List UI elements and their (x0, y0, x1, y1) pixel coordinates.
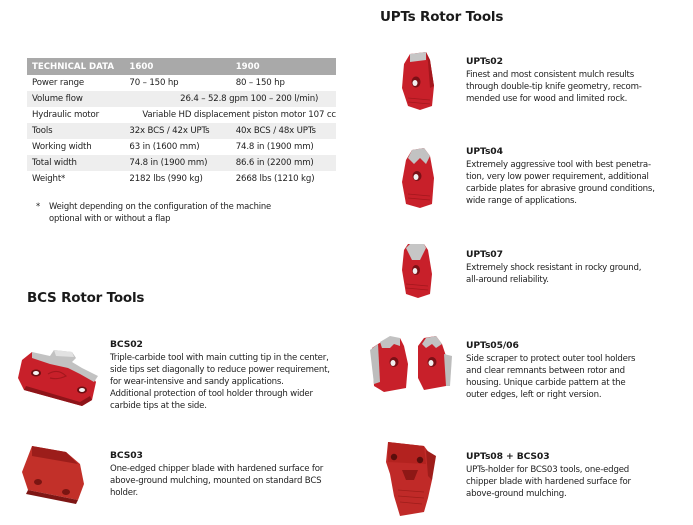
upts04-tool-image (400, 146, 440, 212)
value-1900: 40x BCS / 48x UPTs (231, 123, 336, 139)
description-line: holder. (110, 488, 138, 499)
description-line: through double-tip knife geometry, recom- (466, 82, 642, 93)
value-1900: 2668 lbs (1210 kg) (231, 171, 336, 187)
value-1600: 63 in (1600 mm) (124, 139, 230, 155)
description-line: Additional protection of tool holder through wider (110, 389, 313, 400)
value-1900: 74.8 in (1900 mm) (231, 139, 336, 155)
description-line: mended use for wood and limited rock. (466, 94, 628, 105)
description-line: tion, very low power requirement, additional (466, 172, 649, 183)
tool-description (466, 69, 686, 105)
tool-name: UPTs07 (466, 249, 503, 260)
tool-description (466, 464, 686, 500)
value-1900: 80 – 150 hp (231, 75, 336, 91)
header-technical-data: TECHNICAL DATA (27, 58, 124, 75)
row-label: Working width (27, 139, 124, 155)
tool-item-upts04 (466, 146, 686, 207)
tool-name: UPTs04 (466, 146, 503, 157)
description-line: above-ground mulching, mounted on standard BCS (110, 476, 322, 487)
table-row (27, 75, 336, 91)
table-row (27, 107, 336, 123)
table-header-row (27, 58, 336, 75)
tool-description (466, 159, 686, 207)
value-1600: 70 – 150 hp (124, 75, 230, 91)
tool-description (110, 352, 350, 412)
value-1600: 74.8 in (1900 mm) (124, 155, 230, 171)
upts08-bcs03-tool-image (384, 440, 440, 520)
tool-description (110, 463, 350, 499)
upts05-06-tool-image (368, 334, 458, 400)
table-row (27, 91, 336, 107)
footnote-line-1: Weight depending on the configuration of the machine (49, 201, 272, 211)
value-shared: Variable HD displacement piston motor 107 cc (124, 107, 336, 123)
tool-name: UPTs05/06 (466, 340, 519, 351)
description-line: Finest and most consistent mulch results (466, 70, 634, 80)
table-row (27, 155, 336, 171)
tool-item-upts08-bcs03 (466, 451, 686, 500)
description-line: housing. Unique carbide pattern at the (466, 378, 626, 389)
value-1900: 86.6 in (2200 mm) (231, 155, 336, 171)
row-label: Weight* (27, 171, 124, 187)
description-line: all-around reliability. (466, 275, 549, 286)
tool-item-upts07 (466, 249, 686, 286)
footnote-line-2: optional with or without a flap (49, 213, 171, 223)
description-line: carbide tips at the side. (110, 401, 207, 412)
weight-footnote (36, 200, 271, 224)
tool-name: BCS03 (110, 450, 143, 461)
bcs03-tool-image (18, 442, 88, 508)
tool-name: UPTs02 (466, 56, 503, 67)
tool-item-bcs02 (110, 339, 350, 412)
description-line: Triple-carbide tool with main cutting tip in the center, (110, 353, 329, 363)
row-label: Total width (27, 155, 124, 171)
description-line: One-edged chipper blade with hardened surface for (110, 464, 324, 474)
description-line: outer edges, left or right version. (466, 390, 602, 401)
table-row (27, 139, 336, 155)
row-label: Tools (27, 123, 124, 139)
description-line: and clear remnants between rotor and (466, 366, 625, 377)
footnote-marker: * (36, 201, 41, 211)
description-line: Side scraper to protect outer tool holders (466, 354, 636, 364)
description-line: UPTs-holder for BCS03 tools, one-edged (466, 465, 630, 475)
table-row (27, 123, 336, 139)
description-line: Extremely shock resistant in rocky ground, (466, 263, 642, 273)
description-line: wide range of applications. (466, 196, 577, 207)
bcs-section-title: BCS Rotor Tools (27, 290, 145, 306)
row-label: Power range (27, 75, 124, 91)
tool-item-upts05-06 (466, 340, 686, 401)
description-line: side tips set diagonally to reduce power requirement, (110, 365, 330, 376)
tool-description (466, 262, 686, 286)
tool-description (466, 353, 686, 401)
value-shared: 26.4 – 52.8 gpm 100 – 200 l/min) (124, 91, 336, 107)
upts-section-title: UPTs Rotor Tools (380, 9, 504, 25)
tool-name: UPTs08 + BCS03 (466, 451, 550, 462)
bcs02-tool-image (10, 338, 100, 408)
tool-item-bcs03 (110, 450, 350, 499)
tool-item-upts02 (466, 56, 686, 105)
description-line: Extremely aggressive tool with best penetra- (466, 160, 651, 170)
value-1600: 32x BCS / 42x UPTs (124, 123, 230, 139)
table-row (27, 171, 336, 187)
upts07-tool-image (400, 240, 440, 300)
description-line: for wear-intensive and sandy applications. (110, 377, 284, 388)
description-line: carbide plates for abrasive ground conditions, (466, 184, 655, 195)
header-1900: 1900 (231, 58, 336, 75)
value-1600: 2182 lbs (990 kg) (124, 171, 230, 187)
header-1600: 1600 (124, 58, 230, 75)
row-label: Hydraulic motor (27, 107, 124, 123)
description-line: chipper blade with hardened surface for (466, 477, 631, 488)
tool-name: BCS02 (110, 339, 143, 350)
upts02-tool-image (400, 48, 440, 114)
row-label: Volume flow (27, 91, 124, 107)
technical-data-table (27, 58, 336, 187)
description-line: above-ground mulching. (466, 489, 567, 500)
